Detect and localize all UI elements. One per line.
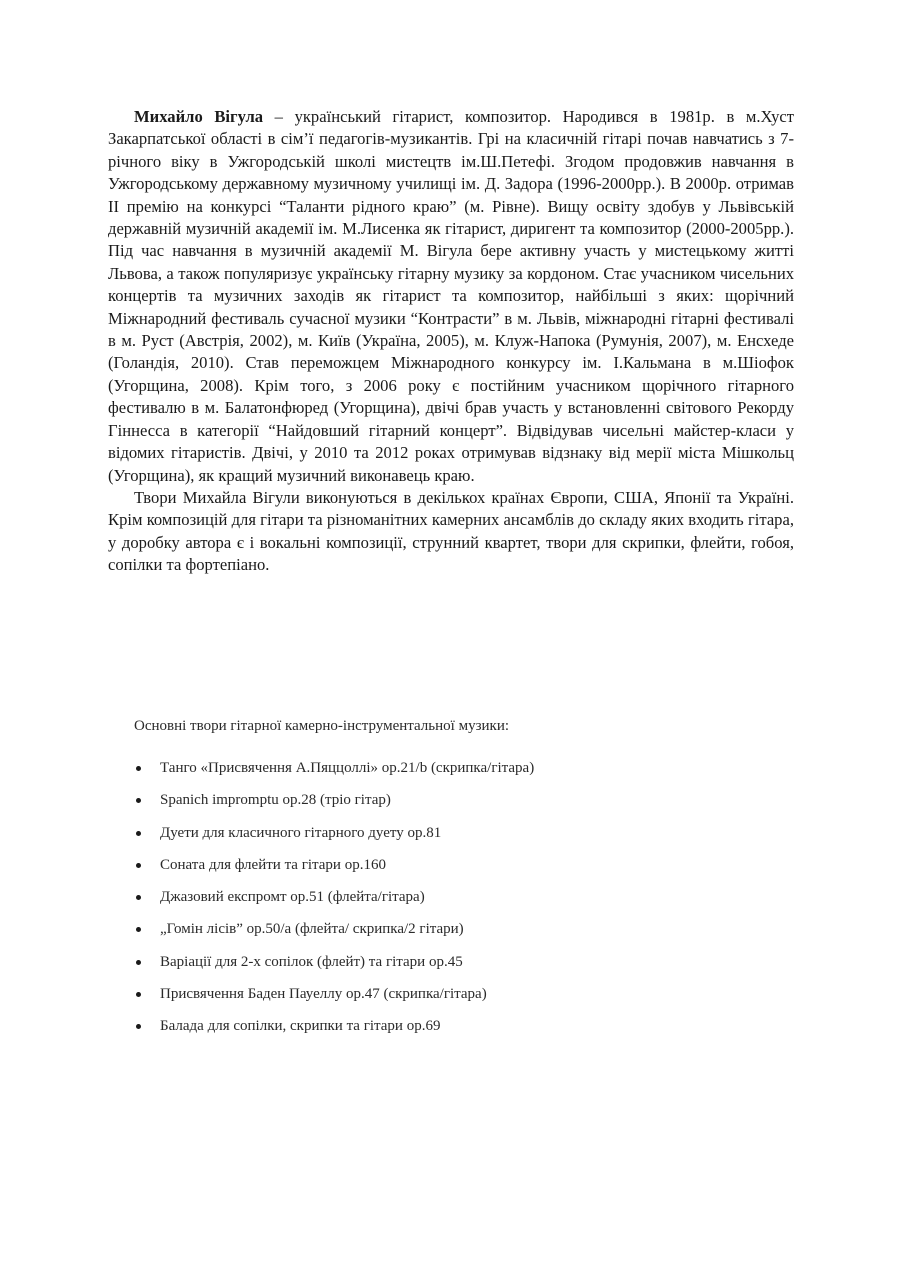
works-list-heading: Основні твори гітарної камерно-інструментальної музики: (134, 718, 510, 734)
work-title: Дуети для класичного гітарного дуету op.81 (160, 824, 442, 841)
work-title: Соната для флейти та гітари op.160 (160, 856, 386, 873)
list-item (134, 887, 834, 919)
work-title: Джазовий експромт op.51 (флейта/гітара) (160, 889, 425, 906)
works-list (134, 758, 834, 1049)
list-item (134, 758, 834, 790)
bullet-icon (136, 831, 141, 836)
bullet-icon (136, 798, 141, 803)
work-title: Spanich impromptu op.28 (тріо гітар) (160, 792, 391, 809)
work-title: „Гомін лісів” op.50/a (флейта/ скрипка/2 гітари) (160, 921, 464, 938)
bullet-icon (136, 927, 141, 932)
works-overview-paragraph: Твори Михайла Вігули виконуються в декількох країнах Європи, США, Японії та Україні. Крім композицій для гітари та різноманітних камерних ансамблів до складу яких входить гітара, у доробку автора є і вокальні композиції, струнний квартет, твори для скрипки, флейти, гобоя, сопілки та фортепіано. (108, 488, 794, 575)
list-item (134, 952, 834, 984)
list-item (134, 790, 834, 822)
bullet-icon (136, 960, 141, 965)
bullet-icon (136, 895, 141, 900)
work-title: Присвячення Баден Пауеллу op.47 (скрипка/гітара) (160, 986, 487, 1003)
list-item (134, 855, 834, 887)
work-title: Танго «Присвячення А.Пяццоллі» op.21/b (скрипка/гітара) (160, 760, 535, 776)
bullet-icon (136, 766, 141, 771)
work-title: Балада для сопілки, скрипки та гітари op.69 (160, 1018, 441, 1035)
list-item (134, 984, 834, 1016)
biography-paragraph (108, 106, 794, 487)
composer-name: Михайло Вігула (134, 107, 264, 126)
bullet-icon (136, 1024, 141, 1029)
list-item (134, 919, 834, 951)
list-item (134, 1016, 834, 1048)
bullet-icon (136, 863, 141, 868)
list-item (134, 823, 834, 855)
biography-text: – український гітарист, композитор. Народився в 1981р. в м.Хуст Закарпатської області в сім’ї педагогів-музикантів. Грі на класичній гітарі почав навчатись з 7-річного віку в Ужгородській школі мистецтв ім.Ш.Петефі. Згодом продовжив навчання в Ужгородському державному музичному училищі ім. Д. Задора (1996-2000рр.). В 2000р. отримав ІІ премію на конкурсі “Таланти рідного краю” (м. Рівне). Вищу освіту здобув у Львівській державній музичній академії ім. М.Лисенка як гітарист, диригент та композитор (2000-2005рр.). Під час навчання в музичній академії М. Вігула бере активну участь у мистецькому житті Львова, а також популяризує українську гітарну музику за кордоном. Стає учасником чисельних концертів та музичних заходів як гітарист та композитор, найбільші з яких: щорічний Міжнародний фестиваль сучасної музики “Контрасти” в м. Львів, міжнародні гітарні фестивалі в м. Руст (Австрія, 2002), м. Київ (Україна, 2005), м. Клуж-Напока (Румунія, 2007), м. Енсхеде (Голандія, 2010). Став переможцем Міжнародного конкурсу ім. І.Кальмана в м.Шіофок (Угорщина, 2008). Крім того, з 2006 року є постійним учасником щорічного гітарного фестивалю в м. Балатонфюред (Угорщина), двічі брав участь у встановленні світового Рекорду Гіннесса в категорії “Найдовший гітарний концерт”. Відвідував чисельні майстер-класи у відомих гітаристів. Двічі, у 2010 та 2012 роках отримував відзнаку від мерії міста Мішкольц (Угорщина), як кращий музичний виконавець краю. (108, 107, 794, 485)
work-title: Варіації для 2-х сопілок (флейт) та гітари op.45 (160, 953, 463, 970)
bullet-icon (136, 992, 141, 997)
